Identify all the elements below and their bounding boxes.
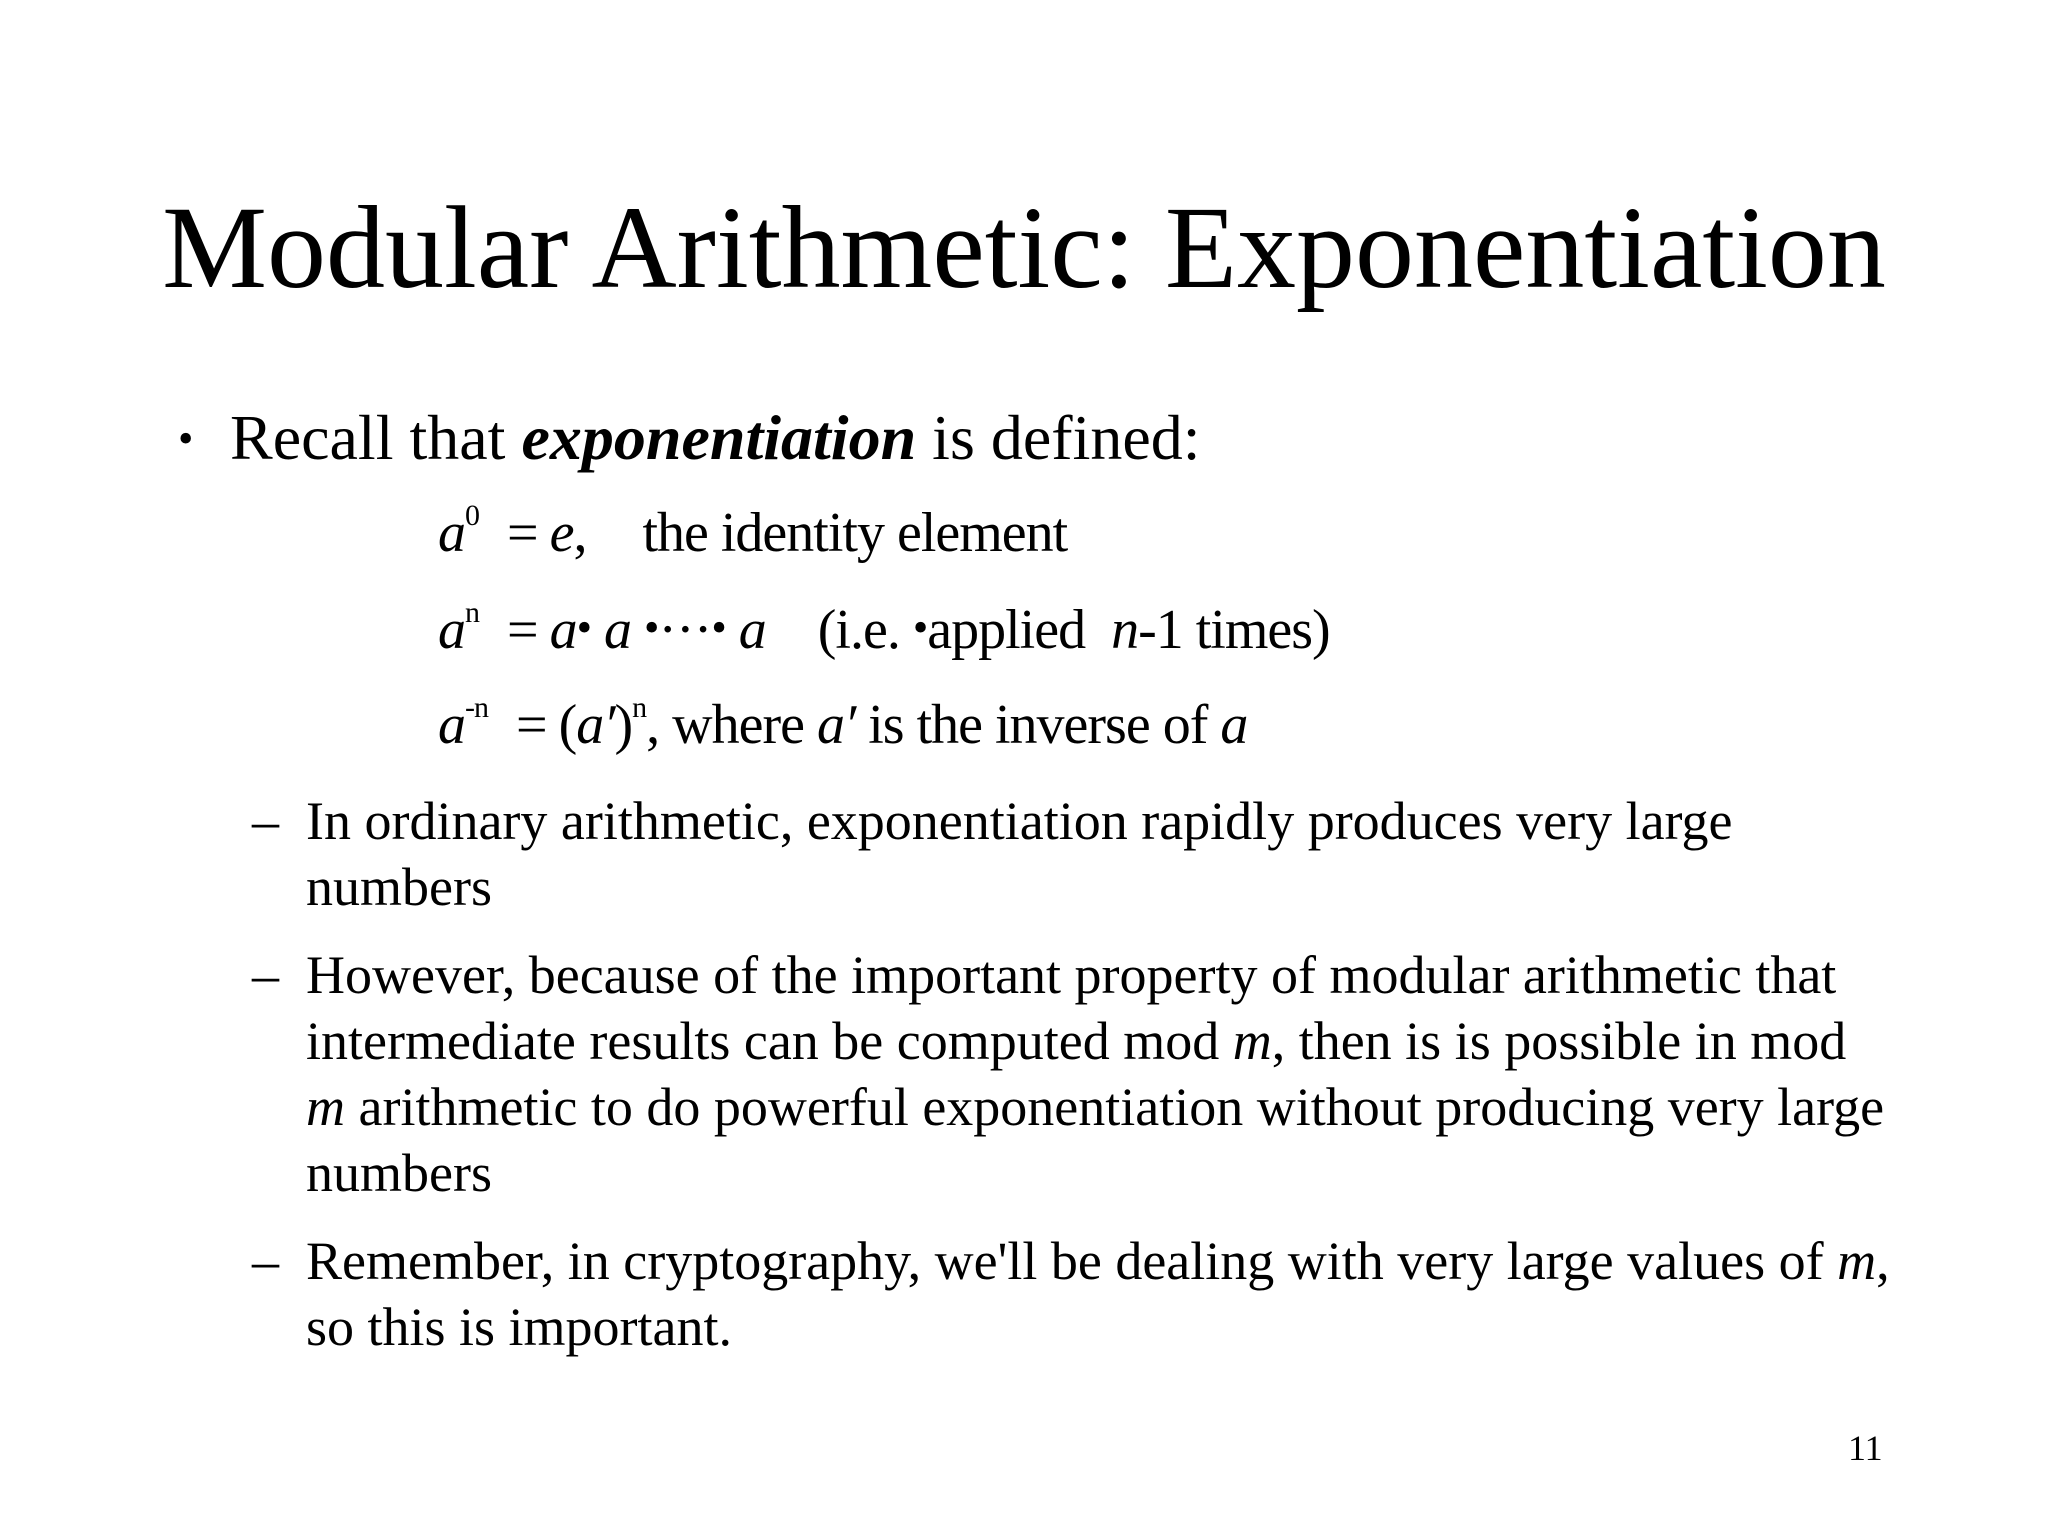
eq2-bullet-4: •: [912, 603, 928, 652]
subpoint-3-part-a: Remember, in cryptography, we'll be dealing with very large values of: [306, 1231, 1838, 1291]
slide-title: Modular Arithmetic: Exponentiation: [162, 182, 1886, 313]
bullet-emphasis: exponentiation: [521, 402, 917, 473]
eq2-applied: applied: [927, 599, 1086, 661]
dash-marker: –: [252, 1231, 279, 1291]
eq3-equals: =: [516, 694, 547, 756]
eq2-dots: ···: [658, 599, 712, 661]
eq2-rest: -1 times): [1138, 599, 1330, 661]
equation-inverse: [438, 690, 1247, 760]
eq3-lparen: (: [558, 694, 577, 756]
subpoint-cryptography: [252, 1228, 1892, 1360]
subpoint-modular: [252, 942, 1892, 1206]
equation-identity: [438, 498, 1067, 568]
bullet-suffix: is defined:: [916, 402, 1201, 473]
eq3-inverse: a′: [576, 694, 615, 756]
bullet-marker: •: [178, 414, 194, 463]
eq2-a1: a: [549, 599, 577, 661]
eq1-comma: ,: [573, 502, 587, 564]
eq1-rhs: e: [549, 502, 574, 564]
subpoint-2-part-c: arithmetic to do powerful exponentiation without producing very large numbers: [306, 1077, 1885, 1203]
eq1-base: a: [438, 502, 465, 564]
subpoint-ordinary: [252, 788, 1892, 920]
eq1-text: the identity element: [642, 502, 1068, 564]
eq2-bullet-1: •: [576, 603, 591, 652]
eq3-exponent: -n: [465, 691, 488, 724]
eq3-inverse-2: a′: [816, 694, 856, 756]
eq2-a3: a: [738, 599, 766, 661]
subpoint-1-text: In ordinary arithmetic, exponentiation rapidly produces very large numbers: [306, 791, 1733, 917]
eq1-exponent: 0: [465, 499, 479, 532]
eq2-a2: a: [604, 599, 631, 661]
eq2-bullet-2: •: [644, 603, 659, 652]
eq3-base: a: [438, 694, 465, 756]
dash-marker: –: [252, 791, 279, 851]
eq2-exponent: n: [465, 596, 479, 629]
bullet-prefix: Recall that: [230, 402, 522, 473]
eq1-equals: =: [507, 502, 538, 564]
subpoint-3-m: m: [1837, 1231, 1877, 1291]
subpoint-2-text: [306, 942, 1892, 1206]
eq3-rparen: ): [614, 694, 633, 756]
eq3-exponent-2: n: [632, 691, 647, 724]
main-bullet: [178, 398, 1201, 479]
eq2-base: a: [438, 599, 465, 661]
eq2-equals: =: [507, 599, 538, 661]
equation-power: [438, 593, 1330, 665]
subpoint-2-m-1: m: [1232, 1011, 1272, 1071]
page-number: 11: [1848, 1428, 1883, 1468]
eq3-a: a: [1220, 694, 1248, 756]
eq3-where: , where: [646, 694, 804, 756]
dash-marker: –: [252, 945, 279, 1005]
subpoint-3-text: [306, 1228, 1892, 1360]
eq2-ie: (i.e.: [817, 599, 900, 661]
eq3-text: is the inverse of: [868, 694, 1208, 756]
eq2-n: n: [1111, 599, 1139, 661]
subpoint-2-part-b: , then is is possible in mod: [1271, 1011, 1847, 1071]
subpoint-2-part-a: However, because of the important property of modular arithmetic that intermediate results can be computed mod: [306, 945, 1837, 1071]
subpoint-2-m-2: m: [306, 1077, 345, 1137]
subpoint-3-part-b: , so this is important.: [306, 1231, 1890, 1357]
eq2-bullet-3: •: [711, 603, 726, 652]
